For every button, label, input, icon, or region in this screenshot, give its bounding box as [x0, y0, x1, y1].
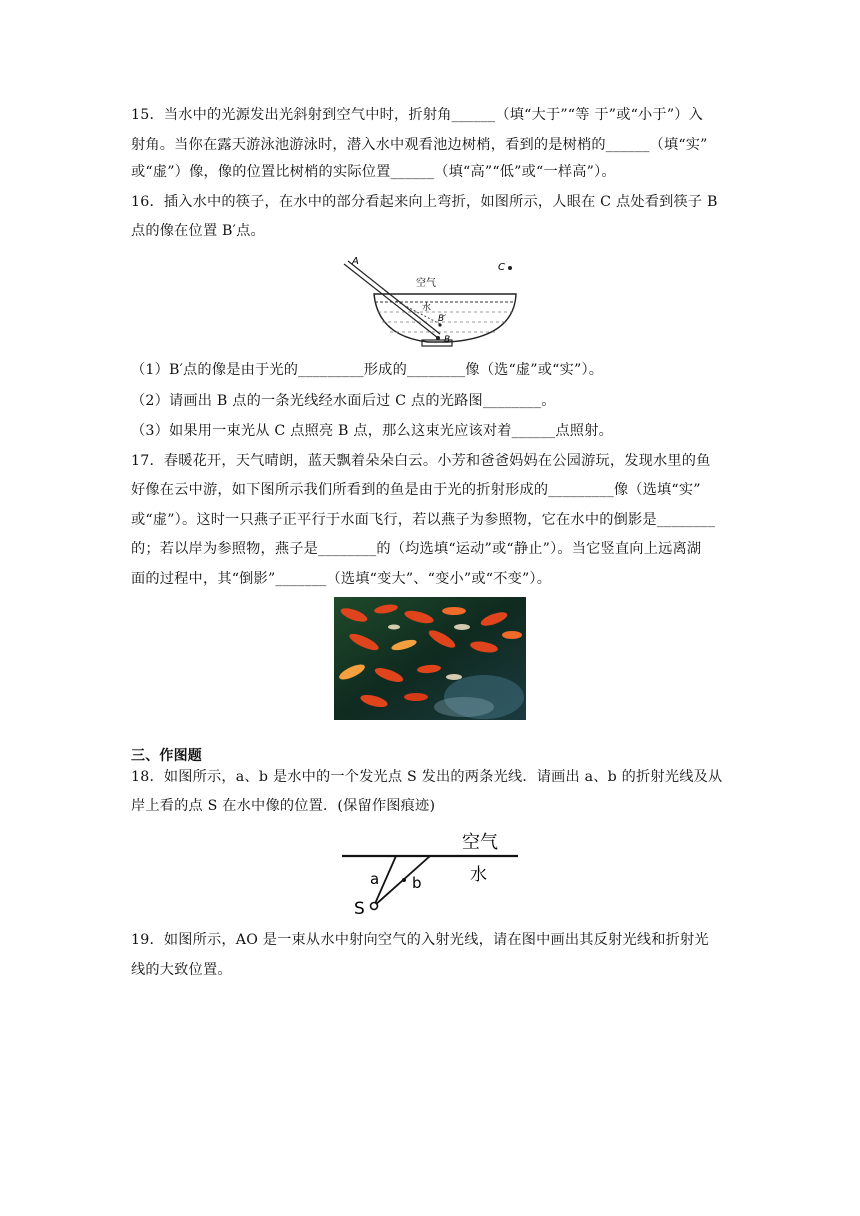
q16-line-2: 点的像在位置 B′点。: [131, 223, 265, 239]
q15-line-2: 射角。当你在露天游泳池游泳时，潜入水中观看池边树梢，看到的是树梢的______（填“实”: [131, 137, 708, 153]
q19-line-1: 19．如图所示，AO 是一束从水中射向空气的入射光线，请在图中画出其反射光线和折射光: [131, 932, 709, 948]
q17-line-2: 好像在云中游，如下图所示我们所看到的鱼是由于光的折射形成的_________像（选填“实”: [131, 482, 701, 498]
q17-line-5: 面的过程中，其“倒影”_______（选填“变大”、“变小”或“不变”）。: [131, 571, 552, 587]
q16-sub-2: （2）请画出 B 点的一条光线经水面后过 C 点的光路图________。: [131, 393, 556, 409]
water-ripple: [434, 697, 494, 717]
q15-line-1: 15．当水中的光源发出光斜射到空气中时，折射角______（填“大于”“等 于”或“小于”）入: [131, 107, 704, 123]
label-water: 水: [422, 303, 432, 313]
q15-line-3: 或“虚”）像，像的位置比树梢的实际位置______（填“高”“低”或“一样高”）。: [131, 164, 616, 180]
ray-b: [374, 856, 430, 906]
label-a: a: [370, 870, 380, 888]
label-air: 空气: [462, 832, 498, 853]
label-s: S: [354, 899, 365, 919]
chopstick: [348, 261, 440, 334]
q17-line-4: 的；若以岸为参照物，燕子是________的（均选填“运动”或“静止”）。当它竖直向上远离湖: [131, 541, 702, 557]
label-air: 空气: [416, 278, 436, 289]
label-c: C: [498, 262, 505, 273]
ray-b-dot: [402, 878, 406, 882]
q16-sub-3: （3）如果用一束光从 C 点照亮 B 点，那么这束光应该对着______点照射。: [131, 423, 613, 439]
section-heading: 三、作图题: [131, 748, 202, 764]
q17-line-1: 17．春暖花开，天气晴朗，蓝天飘着朵朵白云。小芳和爸爸妈妈在公园游玩，发现水里的鱼: [131, 453, 711, 469]
q17-line-3: 或“虚”）。这时一只燕子正平行于水面飞行，若以燕子为参照物，它在水中的倒影是________: [131, 512, 716, 528]
point-s: [371, 903, 378, 910]
label-b: b: [412, 874, 422, 892]
q16-line-1: 16．插入水中的筷子，在水中的部分看起来向上弯折，如图所示，人眼在 C 点处看到筷子 B: [131, 194, 718, 210]
light-source-figure: [338, 822, 522, 920]
label-water: 水: [470, 865, 487, 885]
label-b: B: [444, 335, 451, 345]
q19-line-2: 线的大致位置。: [131, 962, 232, 978]
koi-fish-photo: [334, 597, 526, 720]
b-point: [436, 336, 440, 340]
chopstick: [344, 264, 438, 338]
c-point: [508, 266, 512, 270]
chopstick-bowl-figure: [336, 252, 526, 356]
label-b-prime: B′: [438, 314, 447, 324]
q16-sub-1: （1）B′点的像是由于光的_________形成的________像（选“虚”或“实”）。: [131, 362, 604, 378]
q18-line-2: 岸上看的点 S 在水中像的位置．(保留作图痕迹): [131, 798, 436, 814]
label-a: A: [352, 256, 359, 267]
q18-line-1: 18．如图所示，a、b 是水中的一个发光点 S 发出的两条光线．请画出 a、b 的折射光线及从: [131, 769, 723, 785]
